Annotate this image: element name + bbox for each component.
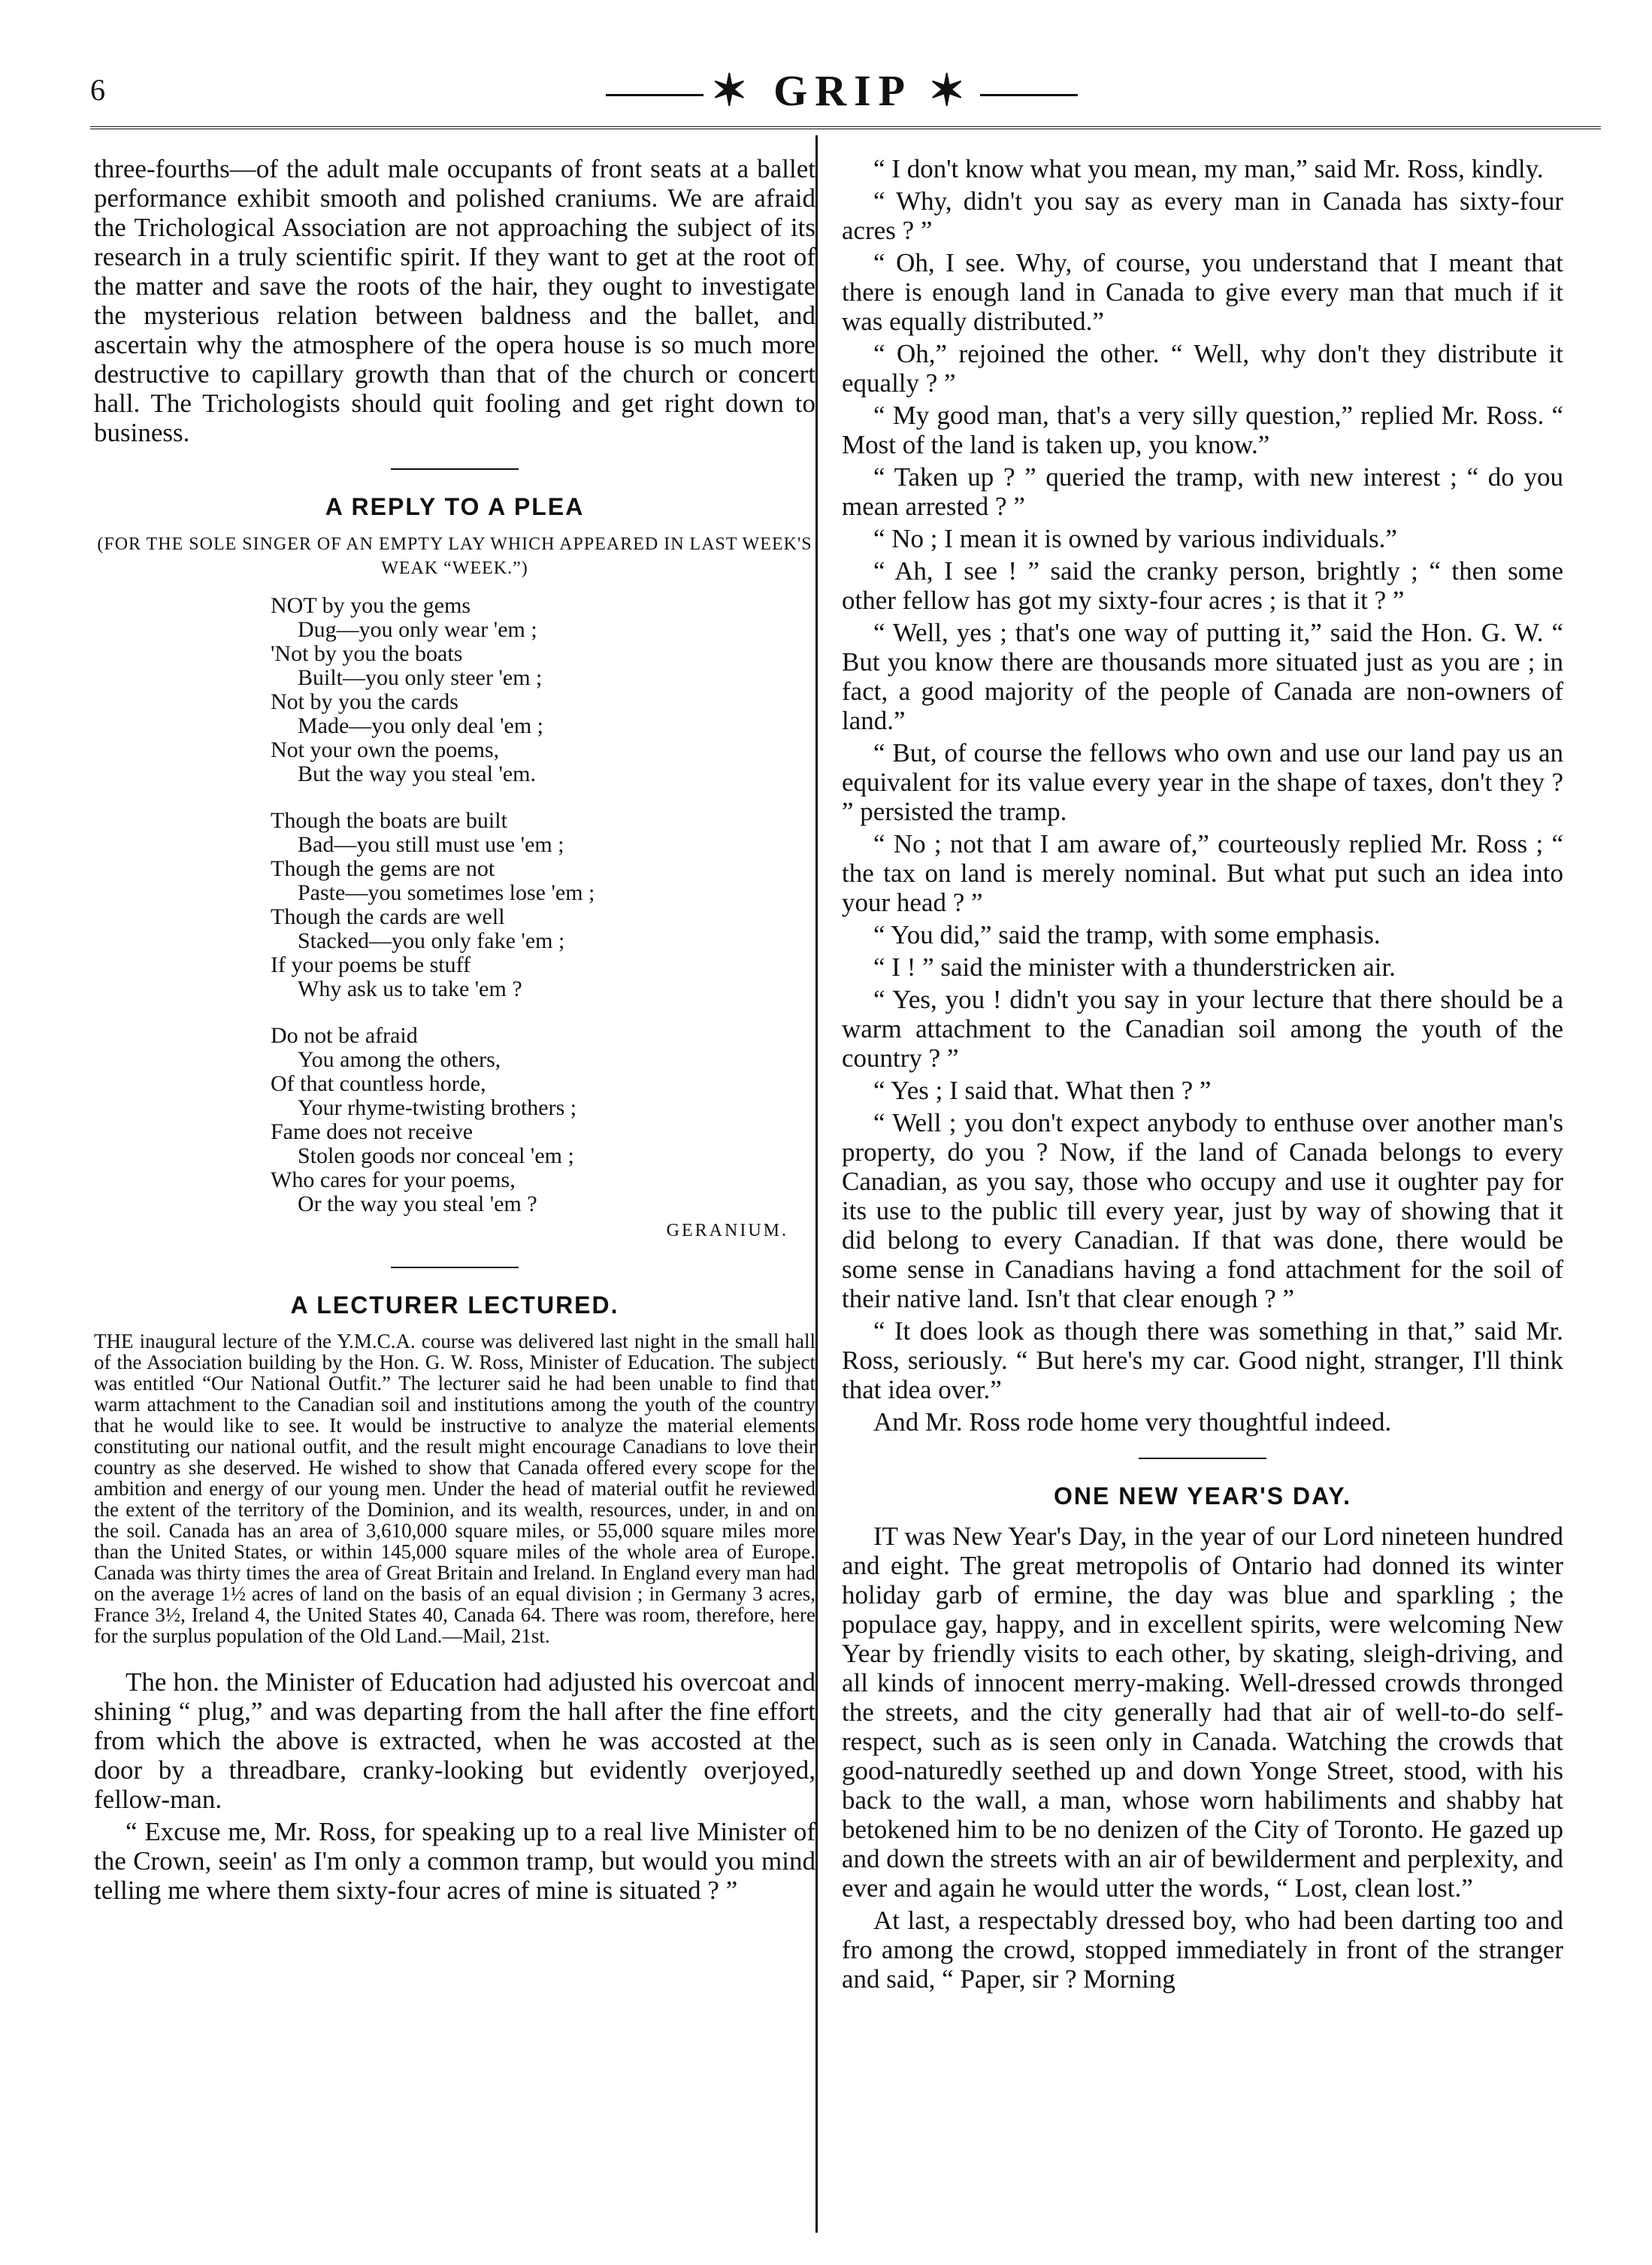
dialogue-paragraph: “ Oh, I see. Why, of course, you understand that I meant that there is enough land in Canada to give every man that much if it was equally distributed.” <box>842 248 1563 336</box>
dialogue-paragraph: “ My good man, that's a very silly question,” replied Mr. Ross. “ Most of the land is taken up, you know.” <box>842 401 1563 459</box>
newyear-title: ONE NEW YEAR'S DAY. <box>1054 1482 1351 1509</box>
dialogue-paragraph: “ Taken up ? ” queried the tramp, with new interest ; “ do you mean arrested ? ” <box>842 462 1563 521</box>
intro-paragraph: three-fourths—of the adult male occupants of front seats at a ballet performance exhibit smooth and polished craniums. We are afraid the Trichological Association are not approaching the subject of its research in a truly scientific spirit. If they want to get at the root of the matter and save the roots of the hair, they ought to investigate the mysterious relation between baldness and the ballet, and ascertain why the atmosphere of the opera house is so much more destructive to capillary growth than that of the church or concert hall. The Trichologists should quit fooling and get right down to business. <box>94 154 815 447</box>
page-number: 6 <box>90 73 105 107</box>
newyear-paragraph: IT was New Year's Day, in the year of our Lord nineteen hundred and eight. The great metropolis of Ontario had donned its winter holiday garb of ermine, the day was blue and sparkling ; the populace gay, happy, and in excellent spirits, were welcoming New Year by friendly visits to each other, by skating, sleigh-driving, and all kinds of innocent merry-making. Well-dressed crowds thronged the streets, and the city generally had that air of well-to-do self-respect, such as is seen only in Canada. Watching the crowds that good-naturedly seethed up and down Yonge Street, stood, with his back to the wall, a man, whose worn habiliments and shabby hat betokened him to be no denizen of the City of Toronto. He gazed up and down the streets with an air of bewilderment and perplexity, and ever and again he would utter the words, “ Lost, clean lost.” <box>842 1522 1563 1903</box>
lecture-title: A LECTURER LECTURED. <box>290 1291 619 1319</box>
dialogue-paragraph: “ Well, yes ; that's one way of putting it,” said the Hon. G. W. “ But you know there are thousands more situated just as you are ; in fact, a good majority of the people of Canada are non-owners of land.” <box>842 618 1563 735</box>
dialogue-paragraph: “ Yes, you ! didn't you say in your lecture that there should be a warm attachment to the Canadian soil among the youth of the country ? ” <box>842 985 1563 1073</box>
poem-line: Though the gems are not <box>271 856 495 881</box>
dialogue-paragraph: “ Ah, I see ! ” said the cranky person, brightly ; “ then some other fellow has got my sixty-four acres ; is that it ? ” <box>842 556 1563 615</box>
lecture-paragraph: “ Excuse me, Mr. Ross, for speaking up to a real live Minister of the Crown, seein' as I'm only a common tramp, but would you mind telling me where them sixty-four acres of mine is situated ? ” <box>94 1817 815 1905</box>
poem-line: Stolen goods nor conceal 'em ; <box>298 1143 574 1168</box>
masthead: ✶ GRIP ✶ <box>90 65 1593 116</box>
left-column <box>94 154 815 1908</box>
header-rule <box>90 126 1601 129</box>
poem-line: But the way you steal 'em. <box>298 762 537 786</box>
poem-stanza <box>271 594 815 786</box>
poem-line: Who cares for your poems, <box>271 1167 516 1192</box>
poem-line: Why ask us to take 'em ? <box>298 977 522 1001</box>
lecture-paragraph: The hon. the Minister of Education had adjusted his overcoat and shining “ plug,” and was departing from the hall after the fine effort from which the above is extracted, when he was accosted at the door by a threadbare, cranky-looking but evidently overjoyed, fellow-man. <box>94 1667 815 1814</box>
poem-line: Or the way you steal 'em ? <box>298 1192 537 1216</box>
poem-line: Though the boats are built <box>271 808 507 833</box>
poem-line: Your rhyme-twisting brothers ; <box>298 1095 577 1120</box>
poem-line: Built—you only steer 'em ; <box>298 665 543 690</box>
dialogue-paragraph: “ Yes ; I said that. What then ? ” <box>873 1076 1212 1105</box>
dialogue-paragraph: And Mr. Ross rode home very thoughtful indeed. <box>873 1407 1392 1437</box>
poem-line: Though the cards are well <box>271 904 505 929</box>
poem-line: Paste—you sometimes lose 'em ; <box>298 880 595 905</box>
poem-signature: GERANIUM. <box>666 1221 788 1240</box>
poem-line: Not your own the poems, <box>271 737 500 762</box>
poem-line: Not by you the cards <box>271 689 458 714</box>
poem <box>271 594 815 1216</box>
section-separator <box>1139 1458 1266 1459</box>
dialogue-paragraph: “ Well ; you don't expect anybody to enthuse over another man's property, do you ? Now, if the land of Canada belongs to every Canadian, as you say, those who occupy and use it oughter pay for its use to the public till every year, just by way of showing that it did belong to every Canadian. If that was done, there would be some sense in Canadians having a fond attachment for the soil of their native land. Isn't that clear enough ? ” <box>842 1108 1563 1313</box>
poem-line: NOT by you the gems <box>271 593 471 618</box>
masthead-rule-left <box>606 94 703 96</box>
dialogue-paragraph: “ I don't know what you mean, my man,” said Mr. Ross, kindly. <box>873 154 1544 183</box>
section-separator <box>391 468 519 470</box>
poem-stanza <box>271 1024 815 1216</box>
poem-subtitle: (FOR THE SOLE SINGER OF AN EMPTY LAY WHICH APPEARED IN LAST WEEK'S WEAK “WEEK.”) <box>97 534 812 578</box>
poem-line: Made—you only deal 'em ; <box>298 713 543 738</box>
poem-line: You among the others, <box>298 1047 501 1072</box>
column-divider <box>815 135 818 2233</box>
dialogue-paragraph: “ Oh,” rejoined the other. “ Well, why don't they distribute it equally ? ” <box>842 339 1563 398</box>
poem-line: 'Not by you the boats <box>271 641 463 666</box>
poem-stanza <box>271 809 815 1001</box>
page-header <box>90 60 1593 120</box>
poem-line: Of that countless horde, <box>271 1071 486 1096</box>
poem-line: If your poems be stuff <box>271 952 471 977</box>
poem-title: A REPLY TO A PLEA <box>325 493 585 520</box>
poem-line: Bad—you still must use 'em ; <box>298 832 564 857</box>
masthead-title: GRIP <box>773 66 910 115</box>
poem-line: Dug—you only wear 'em ; <box>298 617 537 642</box>
dialogue-paragraph: “ I ! ” said the minister with a thunderstricken air. <box>873 952 1396 982</box>
dialogue-paragraph: “ You did,” said the tramp, with some emphasis. <box>873 920 1381 949</box>
poem-line: Do not be afraid <box>271 1023 418 1048</box>
poem-line: Fame does not receive <box>271 1119 474 1144</box>
dialogue-paragraph: “ No ; not that I am aware of,” courteously replied Mr. Ross ; “ the tax on land is merely nominal. But what put such an idea into your head ? ” <box>842 829 1563 917</box>
masthead-rule-right <box>980 94 1078 96</box>
dialogue-paragraph: “ But, of course the fellows who own and use our land pay us an equivalent for its value every year in the shape of taxes, don't they ? ” persisted the tramp. <box>842 738 1563 826</box>
section-separator <box>391 1267 519 1268</box>
lecture-quote: THE inaugural lecture of the Y.M.C.A. course was delivered last night in the small hall of the Association building by the Hon. G. W. Ross, Minister of Education. The subject was entitled “Our National Outfit.” The lecturer said he had been unable to find that warm attachment to the Canadian soil and institutions among the youth of the country that he would like to see. It would be instructive to analyze the material elements constituting our national outfit, and the result might encourage Canadians to love their country as she deserved. He wished to show that Canada offered every scope for the ambition and energy of our young men. Under the head of material outfit he reviewed the extent of the territory of the Dominion, and its wealth, resources, under, in and on the soil. Canada has an area of 3,610,000 square miles, or 55,000 square miles more than the United States, or within 145,000 square miles of the whole area of Europe. Canada was thirty times the area of Great Britain and Ireland. In England every man had on the average 1½ acres of land on the basis of an equal division ; in Germany 3 acres, France 3½, Ireland 4, the United States 40, Canada 64. There was room, therefore, here for the surplus population of the Old Land.—Mail, 21st. <box>94 1330 815 1647</box>
dialogue-paragraph: “ Why, didn't you say as every man in Canada has sixty-four acres ? ” <box>842 186 1563 245</box>
right-column <box>842 154 1563 1997</box>
poem-line: Stacked—you only fake 'em ; <box>298 928 565 953</box>
dialogue-paragraph: “ It does look as though there was something in that,” said Mr. Ross, seriously. “ But here's my car. Good night, stranger, I'll think that idea over.” <box>842 1316 1563 1404</box>
newyear-paragraph: At last, a respectably dressed boy, who had been darting too and fro among the crowd, stopped immediately in front of the stranger and said, “ Paper, sir ? Morning <box>842 1906 1563 1994</box>
dialogue-paragraph: “ No ; I mean it is owned by various individuals.” <box>873 524 1397 553</box>
